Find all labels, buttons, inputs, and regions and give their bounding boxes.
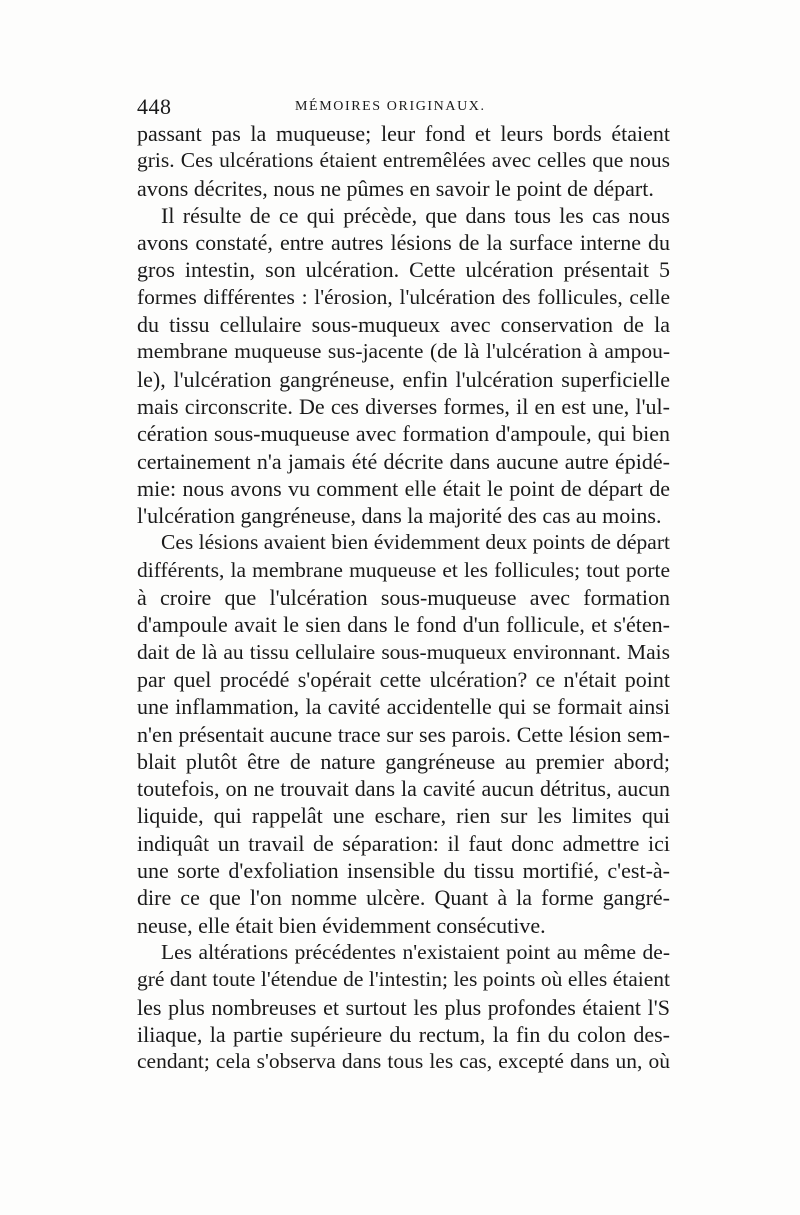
text-line: cération sous-muqueuse avec formation d'ampoule, qui bien <box>137 421 670 447</box>
text-line: Les altérations précédentes n'existaient point au même de- <box>161 939 670 964</box>
text-line: gré dant toute l'étendue de l'intestin; les points où elles étaient <box>137 967 670 992</box>
text-line: différents, la membrane muqueuse et les follicules; tout porte <box>137 557 670 582</box>
text-line: dire ce que l'on nomme ulcère. Quant à la forme gangré- <box>137 885 670 911</box>
text-line: avons décrites, nous ne pûmes en savoir le point de départ. <box>137 175 654 201</box>
text-line: dait de là au tissu cellulaire sous-muqueux environnant. Mais <box>137 639 670 664</box>
text-line: une inflammation, la cavité accidentelle qui se formait ainsi <box>137 694 670 720</box>
text-line: à croire que l'ulcération sous-muqueuse avec formation <box>137 585 670 611</box>
text-line: les plus nombreuses et surtout les plus profondes étaient l'S <box>137 994 670 1020</box>
text-line: indiquât un travail de séparation: il faut donc admettre ici <box>137 830 670 856</box>
body-text <box>137 120 670 1075</box>
text-line: gris. Ces ulcérations étaient entremêlées avec celles que nous <box>137 148 670 173</box>
text-line: une sorte d'exfoliation insensible du tissu mortifié, c'est-à- <box>137 858 670 884</box>
text-line: avons constaté, entre autres lésions de la surface interne du <box>137 230 670 256</box>
text-line: toutefois, on ne trouvait dans la cavité aucun détritus, aucun <box>137 776 670 802</box>
text-line: du tissu cellulaire sous-muqueux avec conservation de la <box>137 312 670 338</box>
text-line: passant pas la muqueuse; leur fond et leurs bords étaient <box>137 121 670 146</box>
text-line: n'en présentait aucune trace sur ses parois. Cette lésion sem- <box>137 721 670 747</box>
text-line: Il résulte de ce qui précède, que dans tous les cas nous <box>161 202 670 228</box>
text-line: neuse, elle était bien évidemment consécutive. <box>137 912 546 938</box>
text-line: l'ulcération gangréneuse, dans la majorité des cas au moins. <box>137 503 662 529</box>
page-number: 448 <box>137 94 172 119</box>
text-line: d'ampoule avait le sien dans le fond d'un follicule, et s'éten- <box>137 612 670 638</box>
text-line: par quel procédé s'opérait cette ulcération? ce n'était point <box>137 666 670 692</box>
text-line: gros intestin, son ulcération. Cette ulcération présentait 5 <box>137 257 670 283</box>
text-line: mais circonscrite. De ces diverses formes, il en est une, l'ul- <box>137 393 670 419</box>
text-line: iliaque, la partie supérieure du rectum, la fin du colon des- <box>137 1021 670 1047</box>
text-line: blait plutôt être de nature gangréneuse au premier abord; <box>137 748 670 774</box>
text-line: cendant; cela s'observa dans tous les cas, excepté dans un, où <box>137 1049 670 1074</box>
text-line: le), l'ulcération gangréneuse, enfin l'ulcération superficielle <box>137 366 670 392</box>
text-line: Ces lésions avaient bien évidemment deux points de départ <box>161 530 670 555</box>
text-line: membrane muqueuse sus-jacente (de là l'ulcération à ampou- <box>137 339 670 364</box>
text-line: liquide, qui rappelât une eschare, rien sur les limites qui <box>137 803 670 829</box>
text-line: certainement n'a jamais été décrite dans aucune autre épidé- <box>137 448 670 474</box>
text-line: mie: nous avons vu comment elle était le point de départ de <box>137 475 670 501</box>
text-line: formes différentes : l'érosion, l'ulcération des follicules, celle <box>137 284 670 309</box>
running-head: MÉMOIRES ORIGINAUX. <box>295 99 486 114</box>
